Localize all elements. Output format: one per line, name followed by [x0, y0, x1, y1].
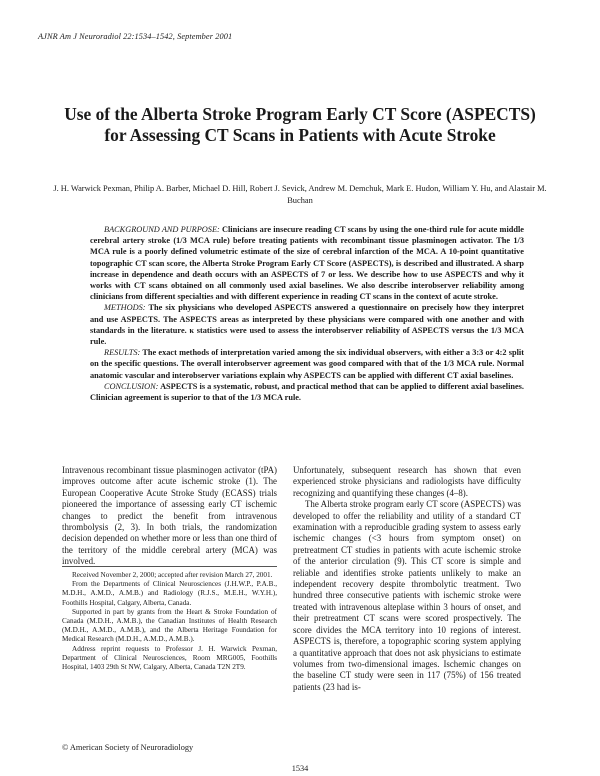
abstract-methods-text: The six physicians who developed ASPECTS answered a questionnaire on precisely how they interpret and use ASPECTS. The ASPECTS areas as interpreted by these physicians were compared with one another and with standards in the literature. κ statistics were used to assess the interobserver reliability of ASPECTS versus the 1/3 MCA rule.	[90, 303, 525, 347]
abstract-conclusion-label: CONCLUSION:	[104, 381, 159, 391]
footnote-reprints: Address reprint requests to Professor J. H. Warwick Pexman, Department of Clinical Neurosciences, Room MRG005, Foothills Hospital, 1403 29th St NW, Calgary, Alberta, Canada T2N 2T9.	[62, 644, 277, 672]
body-paragraph: Unfortunately, subsequent research has shown that even experienced stroke physicians and radiologists have difficulty recognizing and quantifying these changes (4–8).	[293, 465, 521, 498]
copyright-notice: © American Society of Neuroradiology	[62, 743, 194, 752]
body-column-left	[62, 465, 277, 568]
footnote-received: Received November 2, 2000; accepted after revision March 27, 2001.	[72, 571, 273, 579]
body-paragraph: The Alberta stroke program early CT score (ASPECTS) was developed to offer the reliability and utility of a standard CT examination with a reproducible grading system to assess early ischemic changes (<3 hours from symptom onset) on pretreatment CT studies in patients with acute ischemic stroke of the anterior circulation (9). This CT score is simple and reliable and identifies stroke patients unlikely to make an independent recovery despite thrombolytic treatment. Two hundred three consecutive patients with ischemic stroke were treated with intravenous alteplase within 3 hours of onset, and their pretreatment CT scans were scored prospectively. The score divides the MCA territory into 10 regions of interest. ASPECTS is, therefore, a topographic scoring system applying a quantitative approach that does not ask physicians to estimate volumes from two-dimensional images. Ischemic changes on the baseline CT study were seen in 117 (75%) of 156 treated patients (23 had is-	[293, 499, 521, 692]
author-list: J. H. Warwick Pexman, Philip A. Barber, Michael D. Hill, Robert J. Sevick, Andrew M. Demchuk, Mark E. Hudon, William Y. Hu, and Alastair M. Buchan	[53, 184, 547, 205]
abstract-conclusion	[90, 381, 524, 403]
abstract-results-label: RESULTS:	[104, 348, 141, 358]
abstract-conclusion-text: ASPECTS is a systematic, robust, and practical method that can be applied to different axial baselines. Clinician agreement is superior to that of the 1/3 MCA rule.	[90, 381, 524, 403]
running-head: AJNR Am J Neuroradiol 22:1534–1542, September 2001	[38, 32, 233, 41]
abstract	[90, 224, 524, 403]
abstract-methods-label: METHODS:	[104, 303, 146, 313]
abstract-methods	[90, 302, 524, 347]
body-column-right	[293, 465, 521, 693]
footnotes	[62, 566, 277, 672]
footnote-support: Supported in part by grants from the Heart & Stroke Foundation of Canada (M.D.H., A.M.B.), the Canadian Institutes of Health Research (M.D.H., A.M.D., A.M.B.), and the Alberta Heritage Foundation for Medical Research (M.D.H., A.M.D., A.M.B.).	[62, 607, 277, 644]
article-title: Use of the Alberta Stroke Program Early CT Score (ASPECTS) for Assessing CT Scans in Patients with Acute Stroke	[64, 104, 536, 145]
abstract-background-label: BACKGROUND AND PURPOSE:	[104, 225, 220, 234]
abstract-background	[90, 224, 524, 302]
body-paragraph: Intravenous recombinant tissue plasminogen activator (tPA) improves outcome after acute ischemic stroke (1). The European Cooperative Acute Stroke Study (ECASS) trials pioneered the importance of assessing early CT ischemic changes to predict the benefit from intravenous thrombolysis (2, 3). In both trials, the randomization decision depended on whether more or less than one third of the territory of the middle cerebral artery (MCA) was involved.	[62, 465, 277, 567]
abstract-results	[90, 347, 524, 381]
page-number: 1534	[291, 764, 309, 773]
footnote-affiliations: From the Departments of Clinical Neurosciences (J.H.W.P., P.A.B., M.D.H., A.M.D., A.M.B.) and Radiology (R.J.S., M.E.H., W.Y.H.), Foothills Hospital, Calgary, Alberta, Canada.	[62, 580, 277, 607]
abstract-results-text: The exact methods of interpretation varied among the six individual observers, with either a 3:3 or 4:2 split on the specific questions. The overall interobserver agreement was good compared with that of the 1/3 MCA rule. Normal anatomic vascular and interobserver variations explain why ASPECTS can be applied with different CT axial baselines.	[90, 348, 524, 380]
abstract-background-text: Clinicians are insecure reading CT scans by using the one-third rule for acute middle cerebral artery stroke (1/3 MCA rule) before treating patients with recombinant tissue plasminogen activator. The 1/3 MCA rule is a poorly defined volumetric estimate of the size of cerebral infarction of the MCA. A 10-point quantitative topographic CT scan score, the Alberta Stroke Program Early CT Score (ASPECTS), is described and illustrated. A sharp increase in dependence and death occurs with an ASPECTS of 7 or less. We describe how to use ASPECTS and why it works with CT scans obtained on all commonly used axial baselines. We also describe interobserver reliability among clinicians from different specialties and with different experience in reading CT scans in the context of acute stroke.	[90, 225, 524, 302]
